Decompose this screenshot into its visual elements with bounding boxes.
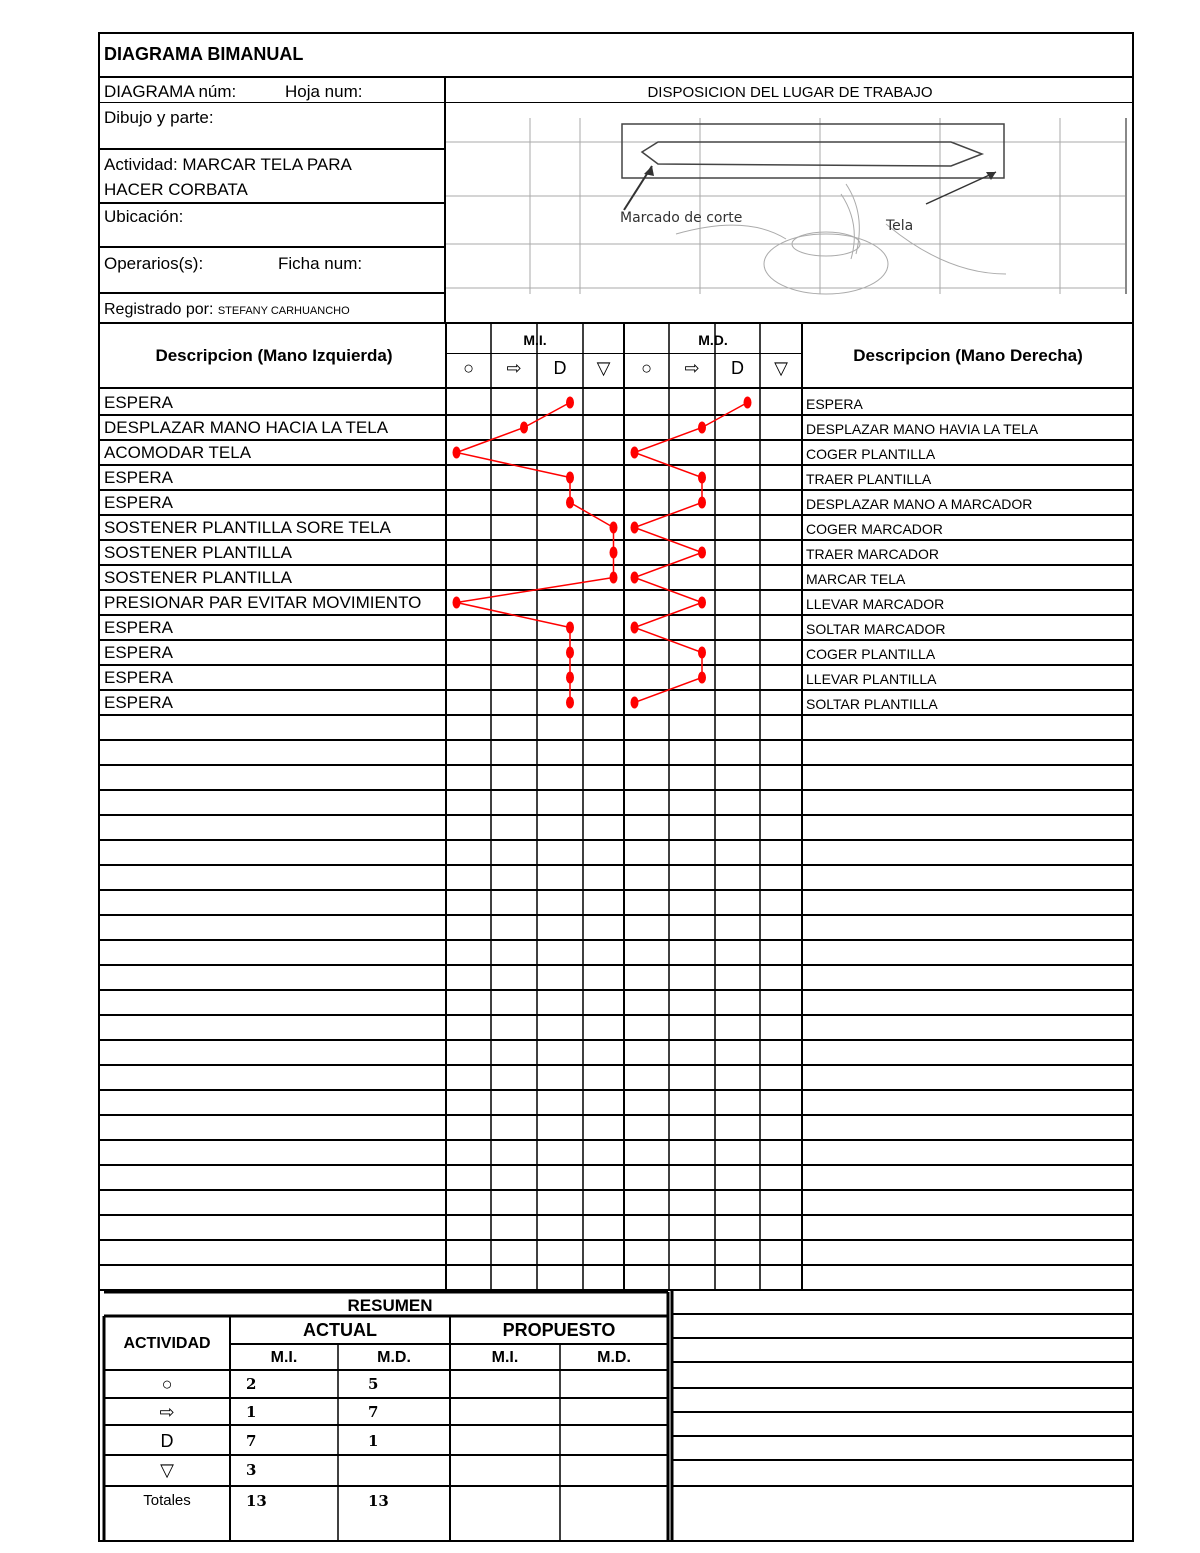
mi-header: M.I.: [523, 332, 547, 348]
right-description-cell: LLEVAR MARCADOR: [806, 596, 945, 612]
mi-path-point: [610, 547, 618, 559]
mi-path-point: [566, 397, 574, 409]
resumen-activity-1: ⇨: [159, 1402, 175, 1422]
operarios-label: Operarios(s):: [104, 254, 204, 273]
right-description-cell: SOLTAR PLANTILLA: [806, 696, 938, 712]
md-delay-symbol: D: [731, 358, 744, 378]
md-path-point: [698, 472, 706, 484]
hoja-num-label: Hoja num:: [285, 82, 363, 101]
left-description-cell: DESPLAZAR MANO HACIA LA TELA: [104, 418, 389, 437]
resumen-actual-mi-value: 13: [246, 1492, 267, 1510]
right-description-cell: ESPERA: [806, 396, 863, 412]
right-description-cell: SOLTAR MARCADOR: [806, 621, 946, 637]
left-description-cell: SOSTENER PLANTILLA SORE TELA: [104, 518, 391, 537]
md-operation-symbol: ○: [641, 358, 652, 378]
mi-path-point: [566, 647, 574, 659]
right-description-cell: TRAER PLANTILLA: [806, 471, 932, 487]
mi-path-point: [610, 572, 618, 584]
mi-path-point: [566, 697, 574, 709]
resumen-actual-mi-value: 7: [246, 1432, 257, 1450]
left-description-header: Descripcion (Mano Izquierda): [155, 346, 393, 365]
right-description-cell: MARCAR TELA: [806, 571, 906, 587]
resumen-activity-0: ○: [161, 1374, 173, 1394]
left-description-cell: ACOMODAR TELA: [104, 443, 252, 462]
md-path-line: [635, 403, 748, 703]
page-title: DIAGRAMA BIMANUAL: [104, 44, 304, 64]
md-path-point: [744, 397, 752, 409]
mi-delay-symbol: D: [553, 358, 567, 378]
diagrama-num-label: DIAGRAMA núm:: [104, 82, 237, 101]
md-path-point: [698, 422, 706, 434]
md-path-point: [698, 597, 706, 609]
resumen-activity-4: Totales: [143, 1492, 191, 1509]
resumen-actual-mi: M.I.: [270, 1349, 298, 1366]
actividad-line1: Actividad: MARCAR TELA PARA: [104, 155, 352, 174]
marcado-label: Marcado de corte: [620, 210, 743, 226]
mi-operation-symbol: ○: [463, 358, 474, 378]
left-description-cell: SOSTENER PLANTILLA: [104, 543, 293, 562]
left-description-cell: ESPERA: [104, 468, 173, 487]
resumen-actual-md-value: 7: [368, 1403, 379, 1421]
right-description-cell: LLEVAR PLANTILLA: [806, 671, 937, 687]
resumen-propuesto-mi: M.I.: [491, 1349, 519, 1366]
mi-path-line: [457, 403, 614, 703]
md-path-point: [631, 622, 639, 634]
actividad-line2: HACER CORBATA: [104, 180, 248, 199]
resumen-actual-md: M.D.: [377, 1349, 411, 1366]
md-path-point: [631, 572, 639, 584]
resumen-actual-md-value: 5: [368, 1375, 379, 1393]
mi-path-point: [610, 522, 618, 534]
mi-path-point: [453, 447, 461, 459]
mi-path-point: [566, 672, 574, 684]
resumen-activity-2: D: [160, 1431, 174, 1451]
mi-path-point: [520, 422, 528, 434]
mi-storage-symbol: ▽: [596, 358, 611, 378]
mi-transport-symbol: ⇨: [506, 358, 522, 378]
right-description-header: Descripcion (Mano Derecha): [853, 346, 1083, 365]
md-path-point: [631, 522, 639, 534]
resumen-actividad-header: ACTIVIDAD: [123, 1335, 211, 1352]
mi-path-point: [566, 472, 574, 484]
dibujo-label: Dibujo y parte:: [104, 108, 214, 127]
resumen-actual-md-value: 13: [368, 1492, 389, 1510]
resumen-propuesto-md: M.D.: [597, 1349, 631, 1366]
md-path-point: [698, 647, 706, 659]
right-description-cell: DESPLAZAR MANO A MARCADOR: [806, 496, 1033, 512]
ficha-num-label: Ficha num:: [278, 254, 363, 273]
ubicacion-label: Ubicación:: [104, 207, 184, 226]
mi-path-point: [453, 597, 461, 609]
right-description-cell: TRAER MARCADOR: [806, 546, 940, 562]
resumen-activity-3: ▽: [160, 1460, 174, 1480]
right-description-cell: COGER MARCADOR: [806, 521, 943, 537]
resumen-actual-header: ACTUAL: [303, 1320, 377, 1340]
disposicion-title: DISPOSICION DEL LUGAR DE TRABAJO: [647, 84, 933, 101]
resumen-actual-mi-value: 3: [246, 1461, 257, 1479]
right-description-cell: DESPLAZAR MANO HAVIA LA TELA: [806, 421, 1039, 437]
md-path-point: [631, 697, 639, 709]
left-description-cell: ESPERA: [104, 643, 173, 662]
md-transport-symbol: ⇨: [684, 358, 700, 378]
registrado-value: STEFANY CARHUANCHO: [217, 305, 350, 317]
left-description-cell: ESPERA: [104, 668, 173, 687]
md-path-point: [698, 672, 706, 684]
resumen-actual-md-value: 1: [368, 1432, 379, 1450]
resumen-title: RESUMEN: [347, 1296, 433, 1315]
md-path-point: [698, 497, 706, 509]
resumen-actual-mi-value: 2: [246, 1375, 257, 1393]
md-storage-symbol: ▽: [774, 358, 788, 378]
md-header: M.D.: [698, 332, 728, 348]
left-description-cell: SOSTENER PLANTILLA: [104, 568, 293, 587]
left-description-cell: ESPERA: [104, 618, 173, 637]
mi-path-point: [566, 622, 574, 634]
left-description-cell: ESPERA: [104, 493, 173, 512]
tela-label: Tela: [886, 218, 914, 234]
resumen-propuesto-header: PROPUESTO: [502, 1320, 616, 1340]
left-description-cell: PRESIONAR PAR EVITAR MOVIMIENTO: [104, 593, 422, 612]
mi-path-point: [566, 497, 574, 509]
right-description-cell: COGER PLANTILLA: [806, 646, 936, 662]
md-path-point: [698, 547, 706, 559]
right-description-cell: COGER PLANTILLA: [806, 446, 936, 462]
left-description-cell: ESPERA: [104, 393, 173, 412]
md-path-point: [631, 447, 639, 459]
registrado-label: Registrado por: STEFANY CARHUANCHO: [104, 301, 350, 318]
resumen-actual-mi-value: 1: [246, 1403, 257, 1421]
left-description-cell: ESPERA: [104, 693, 173, 712]
